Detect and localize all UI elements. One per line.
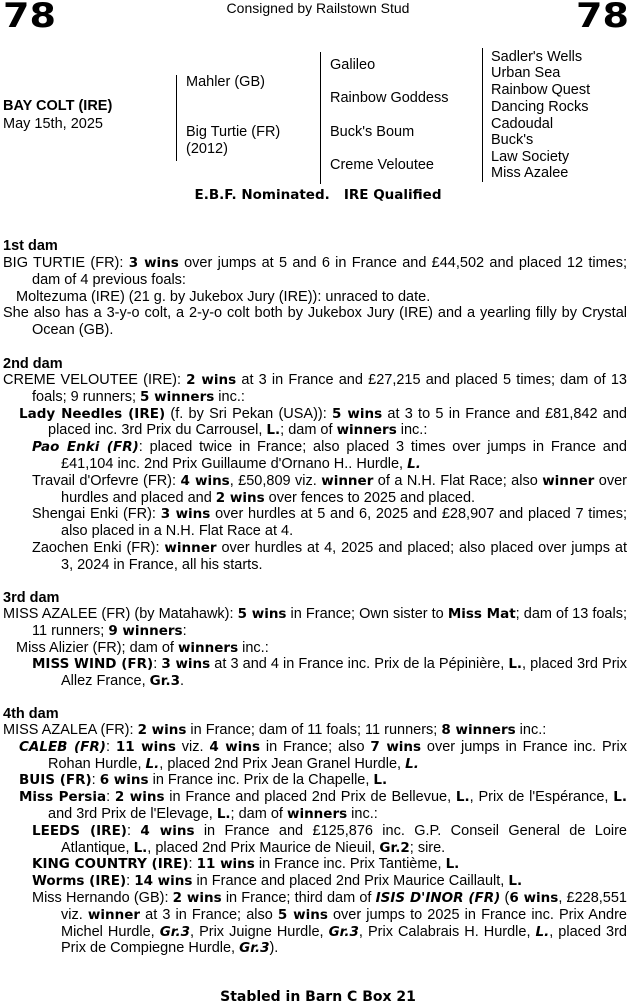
foaling-date: May 15th, 2025 <box>3 116 103 132</box>
section-fourth-dam: 4th dam <box>3 706 59 722</box>
gen3-1: Sadler's Wells <box>491 49 583 65</box>
horse-description: BAY COLT (IRE) <box>3 98 113 114</box>
lot-number-right: 78 <box>576 0 630 36</box>
first-dam-text: BIG TURTIE (FR): 3 wins over jumps at 5 and 6 in France and £44,502 and placed 12 times; dam of 4 previous foals: Moltezuma (IRE) (21 g. by Jukebox Jury (IRE)): unraced to date. She also has a 3-y-o colt, a 2-y-o colt both by Jukebox Jury (IRE) and a yearling filly by Crystal Ocean (GB). <box>3 255 627 339</box>
gen3-5: Cadoudal <box>491 116 554 132</box>
gen3-2: Urban Sea <box>491 65 561 81</box>
second-dam-text: CREME VELOUTEE (IRE): 2 wins at 3 in France and £27,215 and placed 5 times; dam of 13 foals; 9 runners; 5 winners inc.: Lady Needles (IRE) (f. by Sri Pekan (USA)): 5 wins at 3 to 5 in France and £81,842 and placed inc. 3rd Prix du Carrousel, L.; dam of winners inc.: Pao Enki (FR): placed twice in France; also placed 3 times over jumps in France and £41,104 inc. 2nd Prix Guillaume d'Ornano H.. Hurdle, L. Travail d'Orfevre (FR): 4 wins, £50,809 viz. winner of a N.H. Flat Race; also winner over hurdles and placed and 2 wins over fences to 2025 and placed. Shengai Enki (FR): 3 wins over hurdles at 5 and 6, 2025 and £28,907 and placed 7 times; also placed in a N.H. Flat Race at 4. Zaochen Enki (FR): winner over hurdles at 4, 2025 and placed; also placed over jumps at 3, 2024 in France, all his starts. <box>3 372 627 573</box>
section-first-dam: 1st dam <box>3 238 58 254</box>
sire-sire: Galileo <box>330 57 376 73</box>
sire: Mahler (GB) <box>186 74 265 90</box>
qualification-line <box>0 187 636 204</box>
third-dam-text: MISS AZALEE (FR) (by Matahawk): 5 wins in France; Own sister to Miss Mat; dam of 13 foals; 11 runners; 9 winners: Miss Alizier (FR); dam of winners inc.: MISS WIND (FR): 3 wins at 3 and 4 in France inc. Prix de la Pépinière, L., placed 3rd Prix Allez France, Gr.3. <box>3 606 627 690</box>
ebf-nominated: E.B.F. Nominated. <box>194 187 330 203</box>
dam: Big Turtie (FR) <box>186 124 281 140</box>
gen3-8: Miss Azalee <box>491 165 569 181</box>
gen3-4: Dancing Rocks <box>491 99 589 115</box>
ire-qualified: IRE Qualified <box>343 187 442 203</box>
dam-year: (2012) <box>186 141 228 157</box>
gen3-3: Rainbow Quest <box>491 82 591 98</box>
dam-dam: Creme Veloutee <box>330 157 434 173</box>
gen3-7: Law Society <box>491 149 570 165</box>
stabling-info: Stabled in Barn C Box 21 <box>220 989 416 1005</box>
gen3-6: Buck's <box>491 132 534 148</box>
lot-number-left: 78 <box>3 0 57 36</box>
section-third-dam: 3rd dam <box>3 590 60 606</box>
dam-sire: Buck's Boum <box>330 124 415 140</box>
consignor: Consigned by Railstown Stud <box>226 0 410 16</box>
fourth-dam-text: MISS AZALEA (FR): 2 wins in France; dam of 11 foals; 11 runners; 8 winners inc.: CALEB (FR): 11 wins viz. 4 wins in France; also 7 wins over jumps in France inc. Prix Rohan Hurdle, L., placed 2nd Prix Jean Granel Hurdle, L. BUIS (FR): 6 wins in France inc. Prix de la Chapelle, L. Miss Persia: 2 wins in France and placed 2nd Prix de Bellevue, L., Prix de l'Espérance, L. and 3rd Prix de l'Elevage, L.; dam of winners inc.: LEEDS (IRE): 4 wins in France and £125,876 inc. G.P. Conseil General de Loire Atlantique, L., placed 2nd Prix Maurice de Nieuil, Gr.2; sire. KING COUNTRY (IRE): 11 wins in France inc. Prix Tantième, L. Worms (IRE): 14 wins in France and placed 2nd Prix Maurice Caillault, L. Miss Hernando (GB): 2 wins in France; third dam of ISIS D'INOR (FR) (6 wins, £228,551 viz. winner at 3 in France; also 5 wins over jumps to 2025 in France inc. Prix Andre Michel Hurdle, Gr.3, Prix Juigne Hurdle, Gr.3, Prix Calabrais H. Hurdle, L., placed 3rd Prix de Compiegne Hurdle, Gr.3). <box>3 722 627 957</box>
section-second-dam: 2nd dam <box>3 356 63 372</box>
sire-dam: Rainbow Goddess <box>330 90 449 106</box>
